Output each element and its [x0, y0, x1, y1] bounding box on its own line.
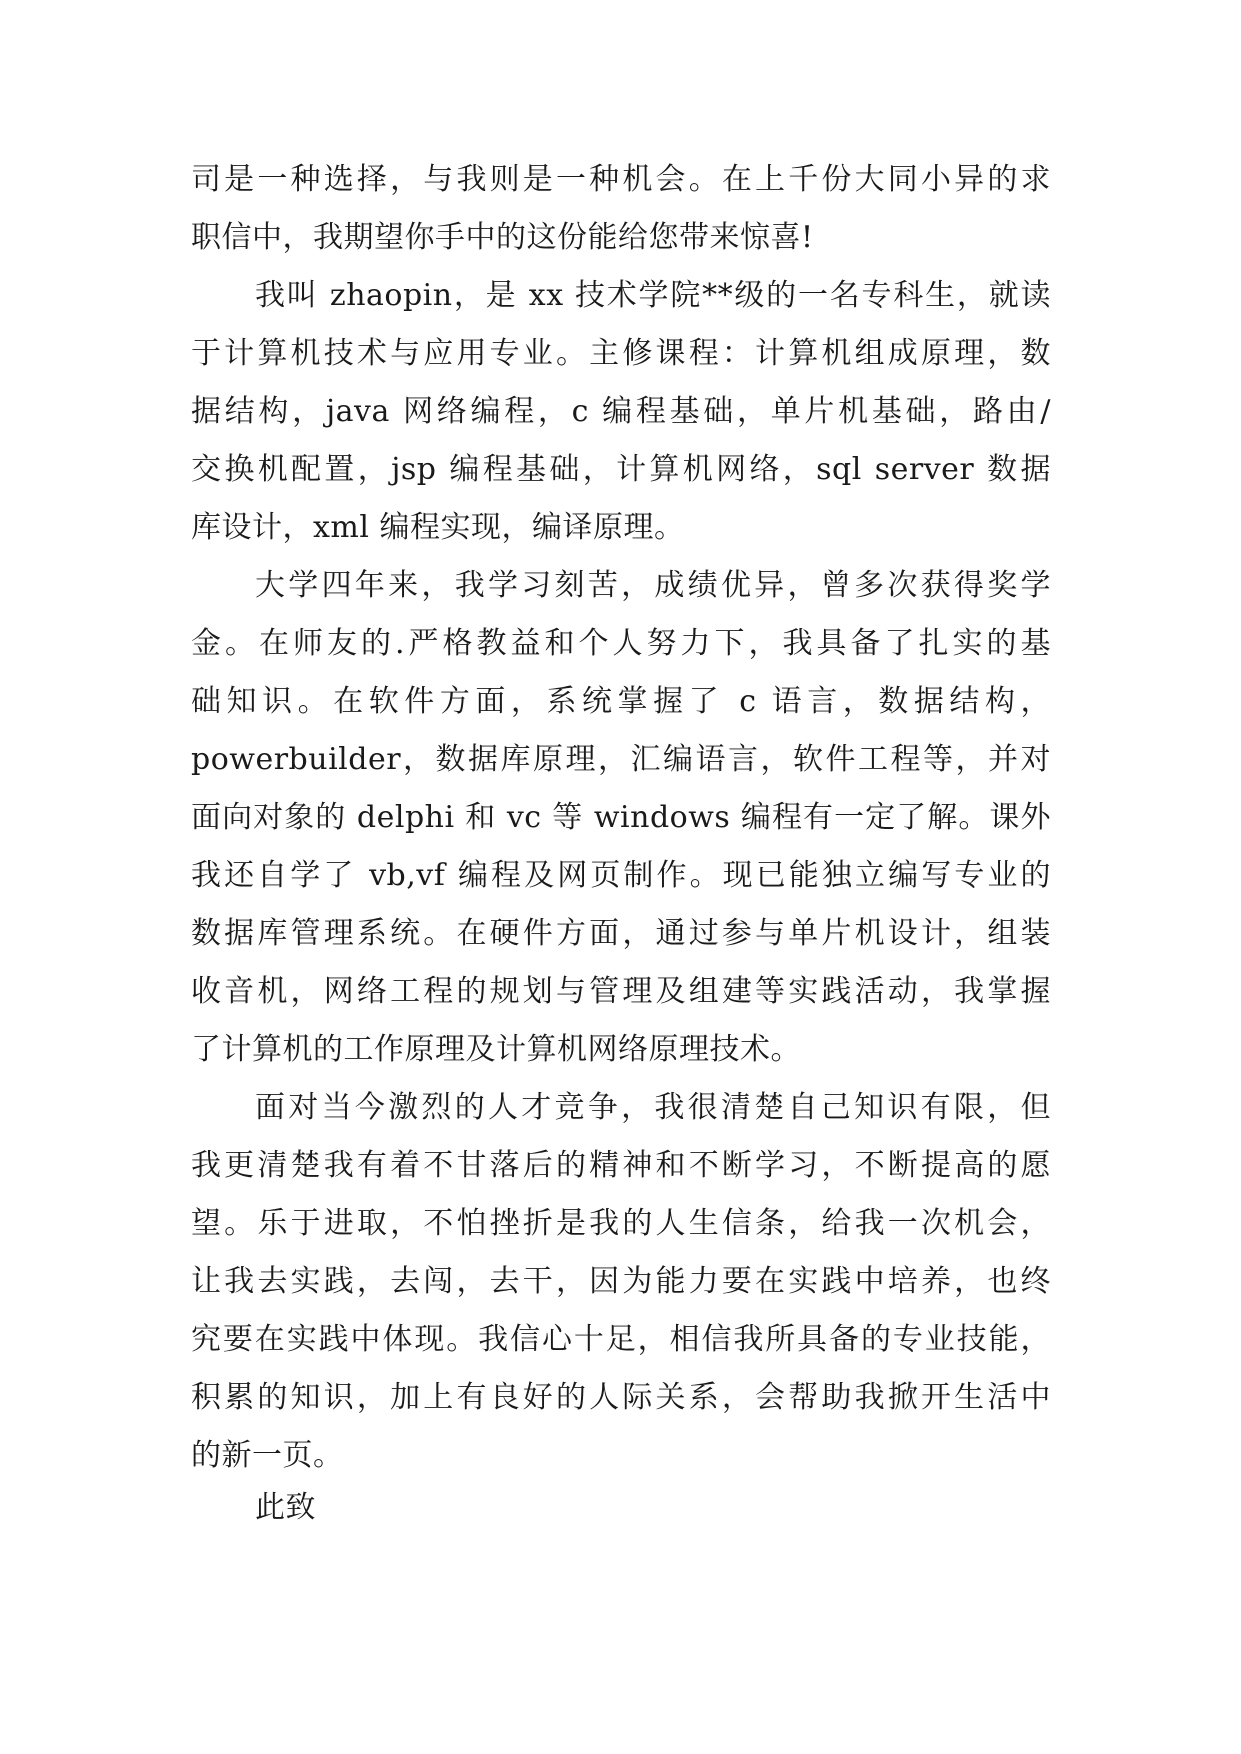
text-line: 究要在实践中体现。我信心十足，相信我所具备的专业技能，	[191, 1322, 1051, 1357]
text-line: powerbuilder，数据库原理，汇编语言，软件工程等，并对	[191, 742, 1051, 777]
text-line: 我更清楚我有着不甘落后的精神和不断学习，不断提高的愿	[191, 1148, 1051, 1183]
closing-salutation: 此致	[255, 1490, 316, 1525]
text-line: 我还自学了 vb,vf 编程及网页制作。现已能独立编写专业的	[191, 858, 1051, 893]
text-line: 积累的知识，加上有良好的人际关系，会帮助我掀开生活中	[191, 1380, 1051, 1415]
text-line: 司是一种选择，与我则是一种机会。在上千份大同小异的求	[191, 162, 1051, 197]
paragraph-introduction	[191, 267, 1051, 557]
text-line: 收音机，网络工程的规划与管理及组建等实践活动，我掌握	[191, 974, 1051, 1009]
text-line: 库设计，xml 编程实现，编译原理。	[191, 510, 685, 545]
text-line: 金。在师友的.严格教益和个人努力下，我具备了扎实的基	[191, 626, 1051, 661]
text-line: 交换机配置，jsp 编程基础，计算机网络，sql server 数据	[191, 452, 1051, 487]
text-line: 数据库管理系统。在硬件方面，通过参与单片机设计，组装	[191, 916, 1051, 951]
letter-body	[191, 151, 1051, 1485]
text-line: 我叫 zhaopin，是 xx 技术学院**级的一名专科生，就读	[255, 278, 1051, 313]
text-line: 了计算机的工作原理及计算机网络原理技术。	[191, 1032, 801, 1067]
text-line: 面对当今激烈的人才竞争，我很清楚自己知识有限，但	[255, 1090, 1051, 1125]
text-line: 于计算机技术与应用专业。主修课程：计算机组成原理，数	[191, 336, 1051, 371]
text-line: 大学四年来，我学习刻苦，成绩优异，曾多次获得奖学	[255, 568, 1051, 603]
paragraph-skills	[191, 557, 1051, 1079]
text-line: 础知识。在软件方面，系统掌握了 c 语言，数据结构，	[191, 684, 1051, 719]
text-line: 让我去实践，去闯，去干，因为能力要在实践中培养，也终	[191, 1264, 1051, 1299]
text-line: 据结构，java 网络编程，c 编程基础，单片机基础，路由/	[191, 394, 1051, 429]
text-line: 的新一页。	[191, 1438, 344, 1473]
text-line: 望。乐于进取，不怕挫折是我的人生信条，给我一次机会，	[191, 1206, 1051, 1241]
paragraph-continuation	[191, 151, 1051, 267]
paragraph-motivation	[191, 1079, 1051, 1485]
text-line: 职信中，我期望你手中的这份能给您带来惊喜!	[191, 220, 814, 255]
text-line: 面向对象的 delphi 和 vc 等 windows 编程有一定了解。课外	[191, 800, 1051, 835]
